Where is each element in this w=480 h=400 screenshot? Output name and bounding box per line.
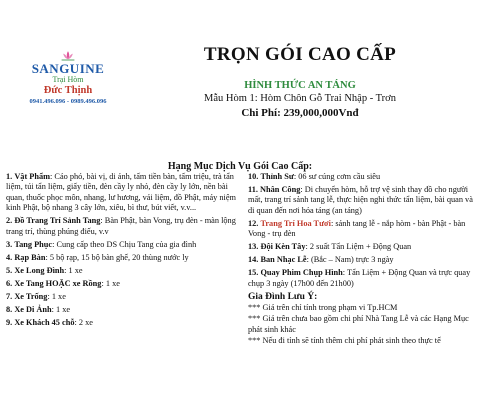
list-item: 9. Xe Khách 45 chỗ: 2 xe <box>6 317 93 327</box>
coffin-model: Mẫu Hòm 1: Hòm Chôn Gỗ Trai Nhập - Trơn <box>204 93 396 104</box>
note-item: *** Giá trên chỉ tính trong phạm vi Tp.HCM <box>248 303 398 313</box>
list-item: 10. Thỉnh Sư: 06 sư cúng cơm cầu siêu <box>248 172 381 181</box>
list-item: 1. Vật Phẩm: Cáo phó, bài vị, di ảnh, tấm tiền bàn, tấm triệu, trà tẩn liệm, túi tẩn liệm, giấy tiền, đèn cầy ly nhỏ, đèn cầy ly lớn, nền bài quan, thuốc phọc môn, nhang, lư hương, vải liệm, đồ Phật, máy niệm kinh Phật, bộ nhang 3 cây lớn, xiêu, bì thư, bút viết, v.v... <box>6 172 236 213</box>
list-item: 8. Xe Di Ảnh: 1 xe <box>6 304 71 314</box>
burial-form: HÌNH THỨC AN TÁNG <box>244 80 356 91</box>
list-item: 12. Trang Trí Hoa Tươi: sảnh tang lễ - nắp hòm - bàn Phật - bàn Vong - trụ đèn <box>248 218 466 239</box>
list-item: 14. Ban Nhạc Lễ: (Bắc – Nam) trực 3 ngày <box>248 255 394 265</box>
notes-title: Gia Đình Lưu Ý: <box>248 291 318 302</box>
right-column <box>248 172 474 348</box>
list-item: 5. Xe Long Đình: 1 xe <box>6 265 83 275</box>
list-item: 4. Rạp Bàn: 5 bộ rạp, 15 bộ bàn ghế, 20 thùng nước ly <box>6 252 189 262</box>
price: Chi Phí: 239,000,000Vnđ <box>241 107 359 119</box>
left-column <box>6 172 238 331</box>
page-title: TRỌN GÓI CAO CẤP <box>203 44 397 65</box>
section-title: Hạng Mục Dịch Vụ Gói Cao Cấp: <box>167 161 313 172</box>
owner-name: Đức Thịnh <box>43 85 93 96</box>
list-item: 11. Nhân Công: Di chuyển hòm, hỗ trợ vệ sinh thay đồ cho người mất, trang trí sảnh tang lễ, thực hiện nghi thức tẩn liệm, bài quan và di quan đến nơi hỏa táng (an táng) <box>248 185 473 215</box>
brand-name: SANGUINE <box>31 61 105 76</box>
list-item: 6. Xe Tang HOẶC xe Rồng: 1 xe <box>6 278 120 288</box>
logo <box>8 50 128 106</box>
brand-sub: Trại Hòm <box>52 75 84 84</box>
list-item: 3. Tang Phục: Cung cấp theo DS Chịu Tang của gia đình <box>6 239 197 249</box>
note-item: *** Giá trên chưa bao gồm chi phí Nhà Tang Lễ và các Hạng Mục phát sinh khác <box>248 314 469 334</box>
note-item: *** Nếu đi tỉnh sẽ tính thêm chi phí phát sinh theo thực tế <box>248 336 441 346</box>
list-item: 2. Đồ Trang Trí Sảnh Tang: Bàn Phật, bàn Vong, trụ đèn - màn lộng trang trí, thùng phúng điếu, v.v <box>6 216 236 236</box>
phone-numbers: 0941.496.096 - 0989.496.096 <box>29 98 107 105</box>
list-item: 7. Xe Trống: 1 xe <box>6 291 66 301</box>
list-item: 13. Đội Kèn Tây: 2 suất Tẩn Liệm + Động Quan <box>248 242 412 252</box>
list-item: 15. Quay Phim Chụp Hình: Tẩn Liệm + Động Quan và trực quay chụp 3 ngày (17h00 đến 21h00) <box>248 268 471 288</box>
